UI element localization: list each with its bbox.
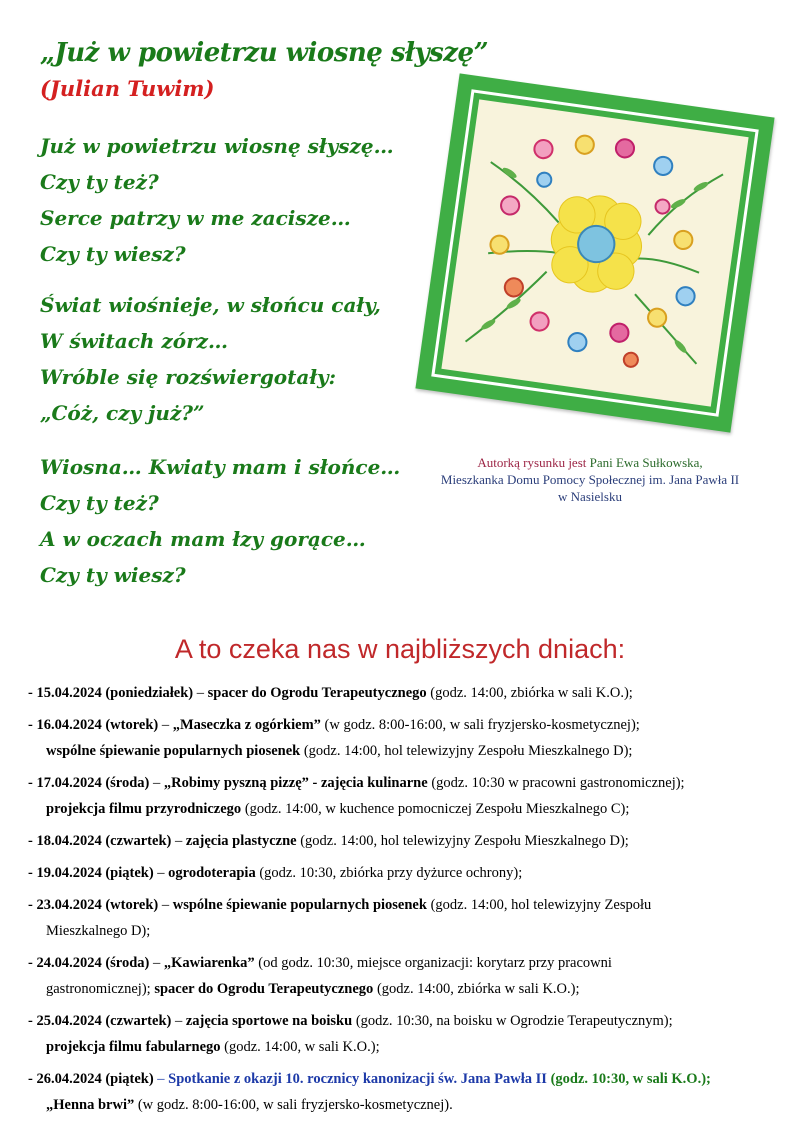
- event-item: [28, 680, 770, 706]
- event-activity: „Henna brwi”: [46, 1097, 135, 1113]
- poem-line: Już w powietrzu wiosnę słyszę…: [40, 134, 394, 158]
- event-activity: „Robimy pyszną pizzę” - zajęcia kulinarne: [163, 775, 428, 791]
- flower-drawing: [441, 99, 748, 406]
- event-details: gastronomicznej);: [46, 981, 155, 997]
- event-dash: –: [153, 1071, 169, 1087]
- event-details: (godz. 14:00, hol telewizyjny Zespołu Mieszkalnego D);: [296, 833, 629, 849]
- event-details: (godz. 14:00, zbiórka w sali K.O.);: [426, 685, 633, 701]
- event-activity-highlight: Spotkanie z okazji 10. rocznicy kanonizacji św. Jana Pawła II: [168, 1071, 547, 1087]
- event-dash: –: [149, 775, 164, 791]
- poem-line: Serce patrzy w me zacisze…: [40, 206, 351, 230]
- event-details: (godz. 14:00, w kuchence pomocniczej Zespołu Mieszkalnego C);: [241, 801, 630, 817]
- poem-line: Czy ty też?: [40, 491, 159, 515]
- event-details: (od godz. 10:30, miejsce organizacji: korytarz przy pracowni: [254, 955, 612, 971]
- event-activity: projekcja filmu fabularnego: [46, 1039, 221, 1055]
- poem-line: Wróble się rozświergotały:: [40, 365, 337, 389]
- event-dash: –: [153, 865, 169, 881]
- event-details: (godz. 10:30, na boisku w Ogrodzie Terapeutycznym);: [352, 1013, 673, 1029]
- event-date: - 26.04.2024 (piątek): [28, 1071, 154, 1087]
- poem-line: Czy ty wiesz?: [40, 242, 186, 266]
- poem-line: Świat wiośnieje, w słońcu cały,: [40, 293, 381, 317]
- event-item: [28, 828, 770, 854]
- drawing-inner-border: [431, 89, 759, 417]
- event-date: - 25.04.2024 (czwartek): [28, 1013, 172, 1029]
- event-item: [28, 1066, 770, 1118]
- event-item: [28, 892, 770, 944]
- event-details: (godz. 14:00, hol telewizyjny Zespołu: [426, 897, 652, 913]
- event-details: Mieszkalnego D);: [46, 923, 151, 939]
- event-activity: wspólne śpiewanie popularnych piosenek: [172, 897, 427, 913]
- event-details-highlight: (godz. 10:30, w sali K.O.);: [546, 1071, 711, 1087]
- event-activity: zajęcia plastyczne: [185, 833, 297, 849]
- poem-author: (Julian Tuwim): [40, 76, 215, 101]
- event-activity: spacer do Ogrodu Terapeutycznego: [207, 685, 427, 701]
- event-activity: „Maseczka z ogórkiem”: [172, 717, 321, 733]
- flower-drawing-frame: [415, 73, 774, 432]
- event-details: (w godz. 8:00-16:00, w sali fryzjersko-kosmetycznej);: [320, 717, 640, 733]
- event-activity: projekcja filmu przyrodniczego: [46, 801, 242, 817]
- schedule-title: A to czeka nas w najbliższych dniach:: [174, 634, 626, 664]
- event-dash: –: [158, 717, 173, 733]
- event-activity: ogrodoterapia: [168, 865, 256, 881]
- caption-institution: Mieszkanka Domu Pomocy Społecznej im. Jana Pawła II: [440, 472, 740, 487]
- event-item: [28, 950, 770, 1002]
- event-dash: –: [158, 897, 173, 913]
- event-dash: –: [193, 685, 208, 701]
- poem-line: A w oczach mam łzy gorące…: [40, 527, 366, 551]
- event-date: - 16.04.2024 (wtorek): [28, 717, 159, 733]
- poem-line: W świtach zórz…: [40, 329, 228, 353]
- event-item: [28, 712, 770, 764]
- stanza-2: [40, 287, 381, 431]
- event-activity: „Kawiarenka”: [163, 955, 255, 971]
- caption-location: w Nasielsku: [558, 489, 622, 504]
- stanza-1: [40, 128, 394, 272]
- event-details: (godz. 14:00, hol telewizyjny Zespołu Mieszkalnego D);: [300, 743, 633, 759]
- drawing-caption: [410, 454, 770, 505]
- event-list: [28, 680, 770, 1124]
- event-date: - 19.04.2024 (piątek): [28, 865, 154, 881]
- event-details: (godz. 14:00, zbiórka w sali K.O.);: [373, 981, 580, 997]
- poem-line: Czy ty wiesz?: [40, 563, 186, 587]
- poem-line: Wiosna… Kwiaty mam i słońce…: [40, 455, 401, 479]
- event-date: - 17.04.2024 (środa): [28, 775, 150, 791]
- stanza-3: [40, 449, 400, 593]
- poem-title: „Już w powietrzu wiosnę słyszę”: [40, 38, 489, 68]
- event-details: (godz. 10:30 w pracowni gastronomicznej);: [427, 775, 685, 791]
- caption-prefix: Autorką rysunku jest: [477, 455, 590, 470]
- event-date: - 18.04.2024 (czwartek): [28, 833, 172, 849]
- event-date: - 15.04.2024 (poniedziałek): [28, 685, 194, 701]
- event-details: (w godz. 8:00-16:00, w sali fryzjersko-kosmetycznej).: [134, 1097, 453, 1113]
- event-date: - 24.04.2024 (środa): [28, 955, 150, 971]
- event-activity: wspólne śpiewanie popularnych piosenek: [46, 743, 301, 759]
- event-dash: –: [171, 833, 186, 849]
- event-details: (godz. 14:00, w sali K.O.);: [220, 1039, 380, 1055]
- flower-drawing-svg: [441, 99, 748, 406]
- event-details: (godz. 10:30, zbiórka przy dyżurce ochrony);: [255, 865, 523, 881]
- event-dash: –: [171, 1013, 186, 1029]
- event-item: [28, 770, 770, 822]
- event-date: - 23.04.2024 (wtorek): [28, 897, 159, 913]
- caption-artist: Pani Ewa Sułkowska,: [589, 455, 703, 470]
- event-activity: zajęcia sportowe na boisku: [185, 1013, 353, 1029]
- event-activity: spacer do Ogrodu Terapeutycznego: [154, 981, 374, 997]
- poem-line: „Cóż, czy już?”: [40, 401, 205, 425]
- poem-line: Czy ty też?: [40, 170, 159, 194]
- event-item: [28, 1008, 770, 1060]
- event-dash: –: [149, 955, 164, 971]
- event-item: [28, 860, 770, 886]
